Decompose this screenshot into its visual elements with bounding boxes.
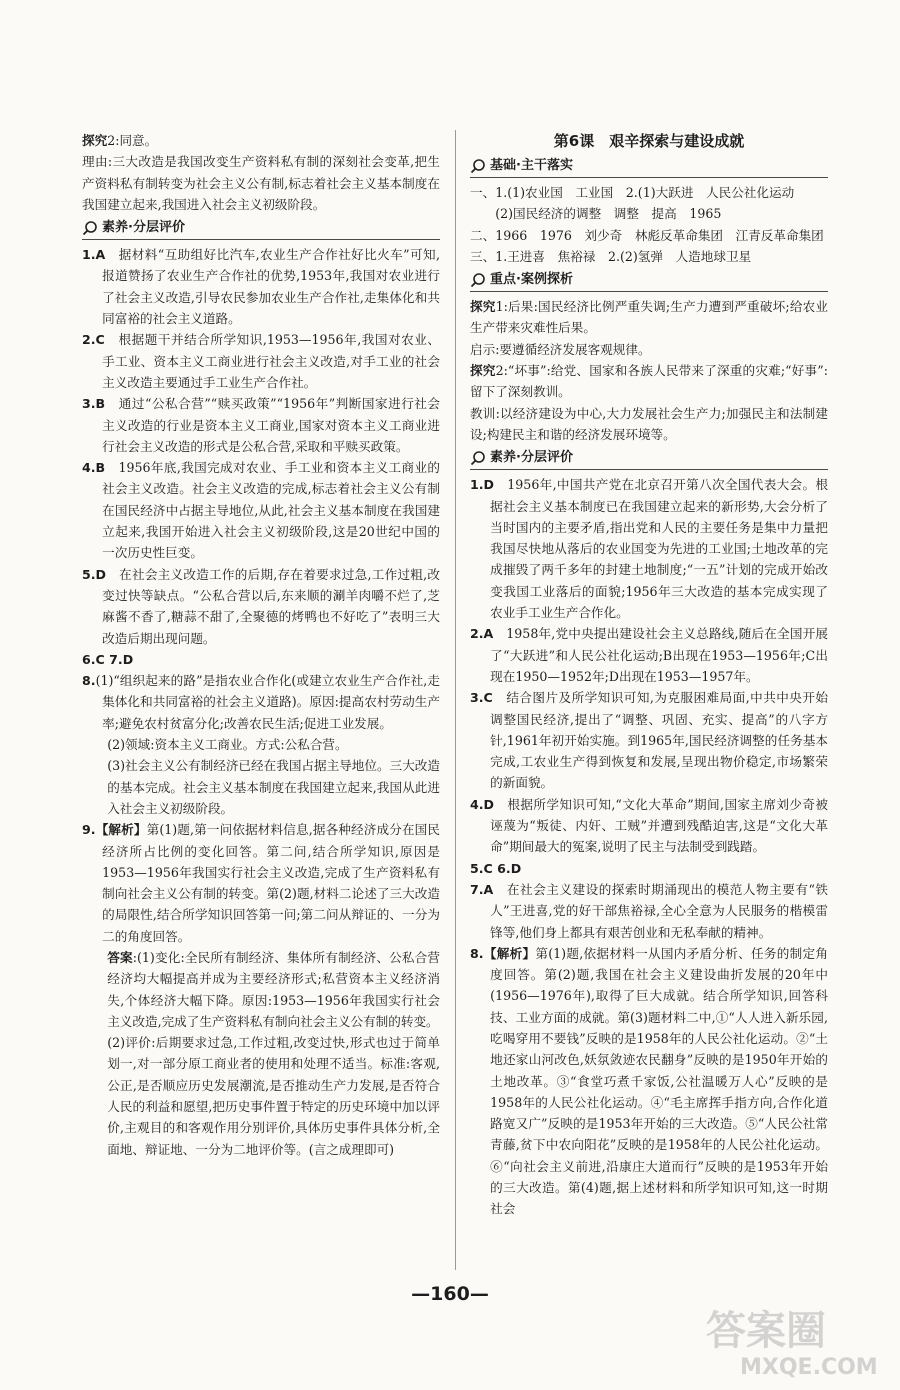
jichu-line: 二、1966 1976 刘少奇 林彪反革命集团 江青反革命集团 (470, 227, 824, 243)
section-title: 素养·分层评价 (102, 220, 185, 236)
answer-item-9-answer: 答案:(1)变化:全民所有制经济、集体所有制经济、公私合营经济均大幅提高并成为主要经济形式;私营资本主义经济消失,个体经济大幅下降。原因:1953—1956年我国实行社会主义改造,完成了生产资料私有制向社会主义公有制的转变。 (107, 949, 441, 1029)
answer-item: 3.B 通过“公私合营”“赎买政策”“1956年”判断国家进行社会主义改造的行业是资本主义工商业,国家对资本主义工商业进行社会主义改造的形式是公私合营,采取和平赎买政策。 (82, 396, 441, 454)
watermark-url: MXQE.COM (740, 1355, 878, 1380)
left-column (82, 130, 440, 1160)
magnifier-icon (470, 450, 486, 466)
page-number: —160— (411, 1283, 489, 1305)
jichu-line: 一、1.(1)农业国 工业国 2.(1)大跃进 人民公社化运动 (470, 185, 795, 200)
answer-item: 2.C 根据题干并结合所学知识,1953—1956年,我国对农业、手工业、资本主义工商业进行社会主义改造,对手工业的社会主义改造主要通过手工业生产合作社。 (82, 332, 441, 390)
section-rule (470, 469, 828, 470)
tanjiu-2: 探究2:同意。 (82, 133, 158, 148)
section-header-jichu (470, 156, 828, 178)
jichu-line: 三、1.王进喜 焦裕禄 2.(2)氢弹 人造地球卫星 (470, 248, 752, 264)
answer-item-5-6: 5.C 6.D (470, 860, 522, 876)
jiaoxun: 教训:以经济建设为中心,大力发展社会生产力;加强民主和法制建设;构建民主和谐的经济发展环境等。 (470, 405, 828, 442)
answer-item-9-part2: (2)评价:后期要求过急,工作过粗,改变过快,形式也过于简单划一,对一部分原工商业者的使用和处理不适当。标准:客观,公正,是否顺应历史发展潮流,是否推动生产力发展,是否符合人民的利益和愿望,把历史事件置于特定的历史环境中加以评价,主观目的和客观作用分别评价,具体历史事件具体分析,全面地、辩证地、一分为二地评价等。(言之成理即可) (107, 1035, 440, 1157)
section-rule (82, 239, 440, 240)
right-column (470, 130, 828, 1220)
section-header-suyang (82, 218, 440, 240)
jichu-line: (2)国民经济的调整 调整 提高 1965 (495, 206, 722, 222)
answer-item-8: 8.【解析】第(1)题,依据材料一从国内矛盾分析、任务的制定角度回答。第(2)题,我国在社会主义建设曲折发展的20年中(1956—1976年),取得了巨大成就。结合所学知识,回答科技、工业方面的成就。第(3)题材料二中,①“人人进入新乐园,吃喝穿用不要钱”反映的是1958年的人民公社化运动。②“土地还家山河改色,妖氛敛迹农民翻身”反映的是1950年开始的土地改革。③“食堂巧煮千家饭,公社温暖万人心”反映的是1958年的人民公社化运动。④“毛主席挥手指方向,合作化道路宽又广”反映的是1953年开始的三大改造。⑤“人民公社常青藤,贫下中农向阳花”反映的是1958年的人民公社化运动。⑥“向社会主义前进,沿康庄大道而行”反映的是1953年开始的三大改造。第(4)题,据上述材料和所学知识可知,这一时期社会 (470, 945, 829, 1217)
answer-item: 5.D 在社会主义改造工作的后期,存在着要求过急,工作过粗,改变过快等缺点。“公私合营以后,东来顺的涮羊肉嚼不烂了,芝麻酱不香了,糖蒜不甜了,全聚德的烤鸭也不好吃了”表明三大改造后期出现问题。 (82, 566, 441, 646)
section-rule (470, 291, 828, 292)
answer-item: 1.D 1956年,中国共产党在北京召开第八次全国代表大会。根据社会主义基本制度已在我国建立起来的新形势,大会分析了当时国内的主要矛盾,指出党和人民的主要任务是集中力量把我国尽快地从落后的农业国变为先进的工业国;土地改革的完成摧毁了两千多年的封建土地制度;“一五”计划的完成开始改变我国工业落后的面貌;1956年三大改造的基本完成实现了农业手工业生产合作化。 (470, 477, 829, 621)
section-header-zhongdian (470, 270, 828, 292)
lesson-title: 第6课 艰辛探索与建设成就 (553, 132, 745, 150)
qishi: 启示:要遵循经济发展客观规律。 (470, 341, 651, 357)
answer-item-7: 7.A 在社会主义建设的探索时期涌现出的模范人物主要有“铁人”王进喜,党的好干部焦裕禄,全心全意为人民服务的楷模雷锋等,他们身上都具有艰苦创业和无私奉献的精神。 (470, 881, 828, 940)
tanjiu-1: 探究1:后果:国民经济比例严重失调;生产力遭到严重破坏;给农业生产带来灾难性后果。 (470, 299, 828, 336)
section-title: 重点·案例探析 (490, 272, 573, 288)
section-title: 基础·主干落实 (490, 158, 573, 173)
magnifier-icon (470, 272, 486, 288)
column-divider (455, 130, 456, 1270)
answer-item-8: 8.(1)“组织起来的路”是指农业合作化(或建立农业生产合作社,走集体化和共同富裕的社会主义道路)。原因:提高农村劳动生产率;避免农村贫富分化;改善农民生活;促进工业发展。 (82, 673, 440, 731)
tanjiu-2: 探究2:“坏事”:给党、国家和各族人民带来了深重的灾难;“好事”:留下了深刻教训。 (470, 363, 828, 400)
answer-item: 4.B 1956年底,我国完成对农业、手工业和资本主义工商业的社会主义改造。社会主义改造的完成,标志着社会主义公有制在国民经济中占据主导地位,从此,社会主义基本制度在我国建立起来,我国开始进入社会主义初级阶段,这是20世纪中国的一次历史性巨变。 (82, 460, 440, 561)
section-rule (470, 177, 828, 178)
magnifier-icon (470, 158, 486, 174)
watermark-text: 答案圈 (706, 1308, 826, 1354)
section-header-suyang (470, 448, 828, 470)
answer-item-9: 9.【解析】第(1)题,第一问依据材料信息,据各种经济成分在国民经济所占比例的变化回答。第二问,结合所学知识,原因是1953—1956年我国实行社会主义改造,完成了生产资料私有制向社会主义公有制的转变。第(2)题,材料二论述了三大改造的局限性,结合所学知识回答第一问;第二问从辩证的、一分为二的角度回答。 (82, 822, 440, 944)
magnifier-icon (82, 220, 98, 236)
answer-item-8-part2: (2)领域:资本主义工商业。方式:公私合营。 (107, 737, 348, 753)
answer-item-6-7: 6.C 7.D (82, 651, 134, 667)
answer-item-8-part3: (3)社会主义公有制经济已经在我国占据主导地位。三大改造的基本完成。社会主义基本制度在我国建立起来,我国从此进入社会主义初级阶段。 (107, 758, 440, 816)
answer-item: 1.A 据材料“互助组好比汽车,农业生产合作社好比火车”可知,报道赞扬了农业生产合作社的优势,1953年,我国对农业进行了社会主义改造,引导农民参加农业生产合作社,走集体化和共同富裕的社会主义道路。 (82, 247, 440, 327)
answer-item: 4.D 根据所学知识可知,“文化大革命”期间,国家主席刘少奇被诬蔑为“叛徒、内奸、工贼”并遭到残酷迫害,这是“文化大革命”期间最大的冤案,说明了民主与法制受到践踏。 (470, 796, 829, 855)
liyou-paragraph: 理由:三大改造是我国改变生产资料私有制的深刻社会变革,把生产资料私有制转变为社会主义公有制,标志着社会主义基本制度在我国建立起来,我国进入社会主义初级阶段。 (82, 154, 440, 212)
section-title: 素养·分层评价 (490, 450, 573, 466)
watermark-logo (700, 1300, 885, 1380)
answer-item: 2.A 1958年,党中央提出建设社会主义总路线,随后在全国开展了“大跃进”和人民公社化运动;B出现在1953—1956年;C出现在1950—1952年;D出现在1953—1957年。 (470, 626, 829, 684)
answer-item: 3.C 结合图片及所学知识可知,为克服困难局面,中共中央开始调整国民经济,提出了“调整、巩固、充实、提高”的八字方针,1961年初开始实施。到1965年,国民经济调整的任务基本完成,工农业生产得到恢复和发展,呈现出物价稳定,市场繁荣的新面貌。 (470, 690, 828, 791)
